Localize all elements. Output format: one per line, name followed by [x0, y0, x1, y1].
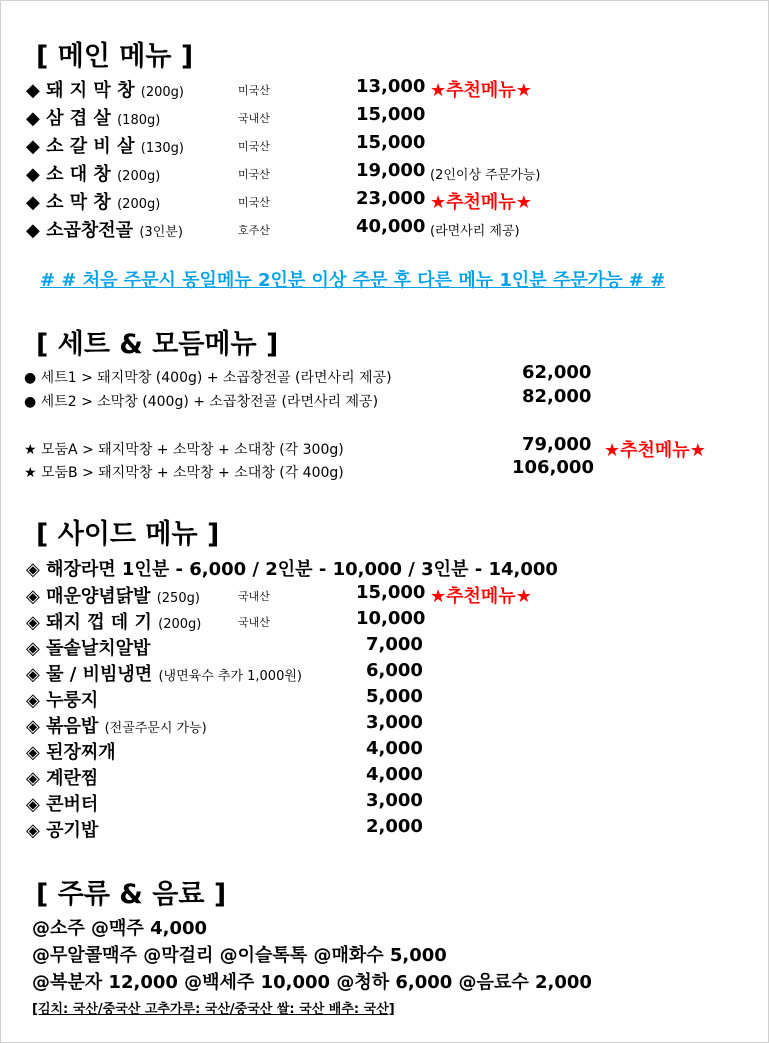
main-menu-title: [ 메인 메뉴 ] — [36, 41, 194, 72]
side-item — [26, 686, 98, 712]
ramen-pricing: ◈ 해장라면 1인분 - 6,000 / 2인분 - 10,000 / 3인분 - 14,000 — [26, 559, 558, 580]
menu-name: 소 막 창 — [46, 192, 111, 213]
side-origin: 국내산 — [238, 590, 270, 603]
main-item-name — [26, 160, 160, 186]
side-name: ◈ 매운양념닭발 — [26, 586, 151, 607]
drinks-line: @소주 @맥주 4,000 — [32, 918, 208, 939]
side-extra: (200g) — [158, 617, 202, 632]
diamond-icon: ◆ — [26, 220, 40, 241]
side-item — [26, 582, 200, 608]
side-item — [26, 764, 98, 790]
set-item: ★ 모둠B > 돼지막창 + 소막창 + 소대창 (각 400g) — [24, 465, 344, 481]
set-price: 106,000 — [512, 457, 594, 478]
side-extra: (전골주문시 가능) — [104, 721, 207, 736]
menu-origin: 미국산 — [238, 140, 270, 153]
menu-weight: (130g) — [140, 141, 184, 156]
menu-weight: (3인분) — [139, 225, 183, 240]
drinks-title: [ 주류 & 음료 ] — [36, 879, 227, 910]
menu-origin: 미국산 — [238, 84, 270, 97]
side-price: 4,000 — [366, 764, 423, 785]
recommend-badge: ★추천메뉴★ — [430, 586, 532, 607]
side-name: ◈ 콘버터 — [26, 794, 99, 815]
diamond-icon: ◆ — [26, 192, 40, 213]
diamond-icon: ◆ — [26, 164, 40, 185]
set-item: ● 세트2 > 소막창 (400g) + 소곱창전골 (라면사리 제공) — [24, 394, 379, 410]
side-menu-title: [ 사이드 메뉴 ] — [36, 519, 220, 550]
side-name: ◈ 물 / 비빔냉면 — [26, 664, 153, 685]
menu-origin: 미국산 — [238, 196, 270, 209]
side-name: ◈ 계란찜 — [26, 768, 99, 789]
set-item: ● 세트1 > 돼지막창 (400g) + 소곱창전골 (라면사리 제공) — [24, 370, 392, 386]
menu-price: 15,000 — [356, 132, 426, 153]
side-extra: (250g) — [156, 591, 200, 606]
side-price: 10,000 — [356, 608, 426, 629]
diamond-icon: ◆ — [26, 136, 40, 157]
side-name: ◈ 돌솥날치알밥 — [26, 638, 151, 659]
main-item-name — [26, 216, 183, 242]
side-price: 5,000 — [366, 686, 423, 707]
set-item: ★ 모둠A > 돼지막창 + 소막창 + 소대창 (각 300g) — [24, 442, 344, 458]
menu-price: 13,000 — [356, 76, 426, 97]
menu-price: 15,000 — [356, 104, 426, 125]
side-origin: 국내산 — [238, 616, 270, 629]
menu-weight: (200g) — [117, 169, 161, 184]
side-price: 2,000 — [366, 816, 423, 837]
diamond-icon: ◆ — [26, 80, 40, 101]
set-price: 62,000 — [522, 362, 592, 383]
main-item-name — [26, 132, 184, 158]
side-name: ◈ 된장찌개 — [26, 742, 116, 763]
side-item — [26, 660, 302, 686]
menu-name: 돼 지 막 창 — [46, 80, 135, 101]
menu-price: 23,000 — [356, 188, 426, 209]
menu-price: 40,000 — [356, 216, 426, 237]
menu-name: 소 대 창 — [46, 164, 111, 185]
recommend-badge: ★추천메뉴★ — [430, 80, 532, 101]
side-price: 15,000 — [356, 582, 426, 603]
menu-name: 소곱창전골 — [46, 220, 134, 241]
menu-origin: 호주산 — [238, 224, 270, 237]
main-item-name — [26, 188, 160, 214]
side-price: 3,000 — [366, 712, 423, 733]
side-item — [26, 712, 207, 738]
menu-weight: (200g) — [117, 197, 161, 212]
menu-origin: 미국산 — [238, 168, 270, 181]
set-price: 79,000 — [522, 434, 592, 455]
side-name: ◈ 볶음밥 — [26, 716, 99, 737]
side-item — [26, 634, 150, 660]
side-price: 4,000 — [366, 738, 423, 759]
drinks-line: @무알콜맥주 @막걸리 @이슬톡톡 @매화수 5,000 — [32, 945, 447, 966]
side-extra: (냉면육수 추가 1,000원) — [158, 669, 302, 684]
side-item — [26, 608, 201, 634]
set-menu-title: [ 세트 & 모듬메뉴 ] — [36, 329, 279, 360]
side-name: ◈ 공기밥 — [26, 820, 99, 841]
side-price: 6,000 — [366, 660, 423, 681]
drinks-line: @복분자 12,000 @백세주 10,000 @청하 6,000 @음료수 2,000 — [32, 972, 592, 993]
recommend-badge: ★추천메뉴★ — [430, 192, 532, 213]
main-item-name — [26, 104, 160, 130]
side-name: ◈ 돼지 껍 데 기 — [26, 612, 152, 633]
menu-price: 19,000 — [356, 160, 426, 181]
menu-weight: (180g) — [117, 113, 161, 128]
side-item — [26, 816, 98, 842]
menu-origin: 국내산 — [238, 112, 270, 125]
menu-note: (2인이상 주문가능) — [430, 168, 541, 183]
order-notice: # # 처음 주문시 동일메뉴 2인분 이상 주문 후 다른 메뉴 1인분 주문가능 # # — [40, 270, 666, 291]
side-price: 7,000 — [366, 634, 423, 655]
side-item — [26, 738, 116, 764]
origin-info: [김치: 국산/중국산 고추가루: 국산/중국산 쌀: 국산 배추: 국산] — [32, 1002, 395, 1017]
main-item-name — [26, 76, 184, 102]
menu-note: (라면사리 제공) — [430, 224, 520, 239]
menu-weight: (200g) — [140, 85, 184, 100]
side-price: 3,000 — [366, 790, 423, 811]
menu-name: 소 갈 비 살 — [46, 136, 135, 157]
set-price: 82,000 — [522, 386, 592, 407]
menu-name: 삼 겹 살 — [46, 108, 111, 129]
diamond-icon: ◆ — [26, 108, 40, 129]
side-name: ◈ 누룽지 — [26, 690, 99, 711]
recommend-badge: ★추천메뉴★ — [604, 440, 706, 461]
side-item — [26, 790, 98, 816]
